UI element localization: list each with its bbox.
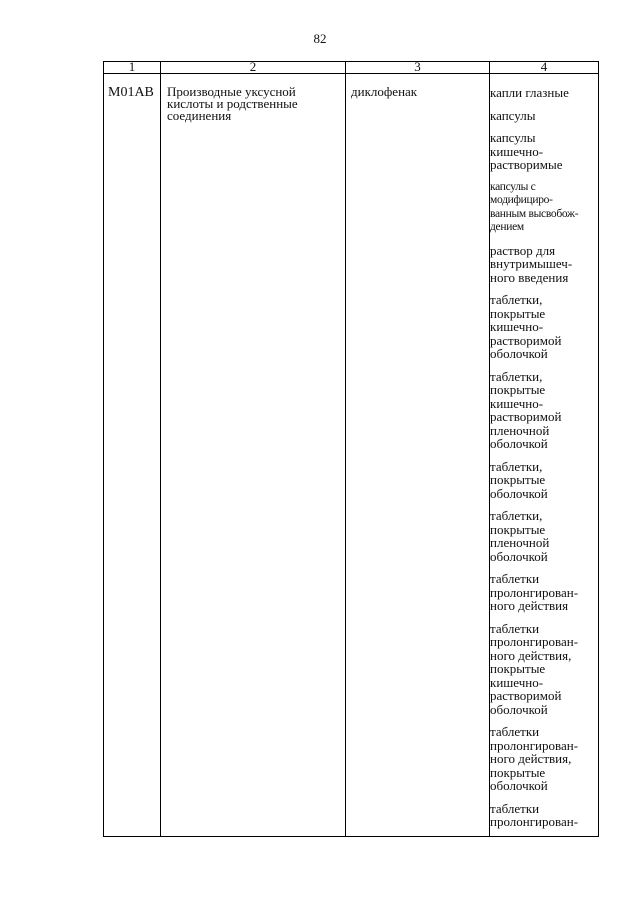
dosage-form-item: таблетки, покрытые кишечно- растворимой оболочкой (490, 292, 562, 361)
dosage-form-item: таблетки, покрытые оболочкой (490, 458, 548, 501)
dosage-form-item: таблетки пролонгирован- ного действия, покрытые кишечно- растворимой оболочкой (490, 620, 579, 717)
dosage-form-item: капли глазные (490, 85, 569, 100)
header-col-4: 4 (540, 59, 548, 74)
atc-code-cell: M01AB (108, 85, 154, 100)
table-header-row (104, 59, 598, 74)
header-col-2: 2 (249, 59, 257, 74)
dosage-form-item: раствор для внутримышеч- ного введения (490, 242, 573, 285)
drug-table (103, 61, 599, 837)
dosage-form-item: таблетки пролонгирован- (490, 800, 579, 829)
group-name-cell: Производные уксусной кислоты и родственные соединения (167, 84, 298, 123)
dosage-form-item: таблетки, покрытые пленочной оболочкой (490, 508, 550, 564)
dosage-form-item: капсулы кишечно- растворимые (490, 130, 563, 172)
dosage-form-item: таблетки пролонгирован- ного действия, покрытые оболочкой (490, 724, 579, 793)
dosage-form-item: таблетки, покрытые кишечно- растворимой пленочной оболочкой (490, 368, 562, 451)
column-divider (160, 62, 161, 836)
dosage-forms-list (488, 86, 596, 838)
dosage-form-item: таблетки пролонгирован- ного действия (490, 571, 579, 613)
column-divider (345, 62, 346, 836)
page-number: 82 (313, 31, 327, 46)
header-col-3: 3 (414, 59, 421, 74)
dosage-form-item: капсулы (490, 107, 536, 123)
dosage-form-item: капсулы с модифициро- ванным высвобож- дением (490, 180, 579, 233)
substance-cell: диклофенак (351, 84, 418, 99)
header-col-1: 1 (128, 59, 136, 74)
